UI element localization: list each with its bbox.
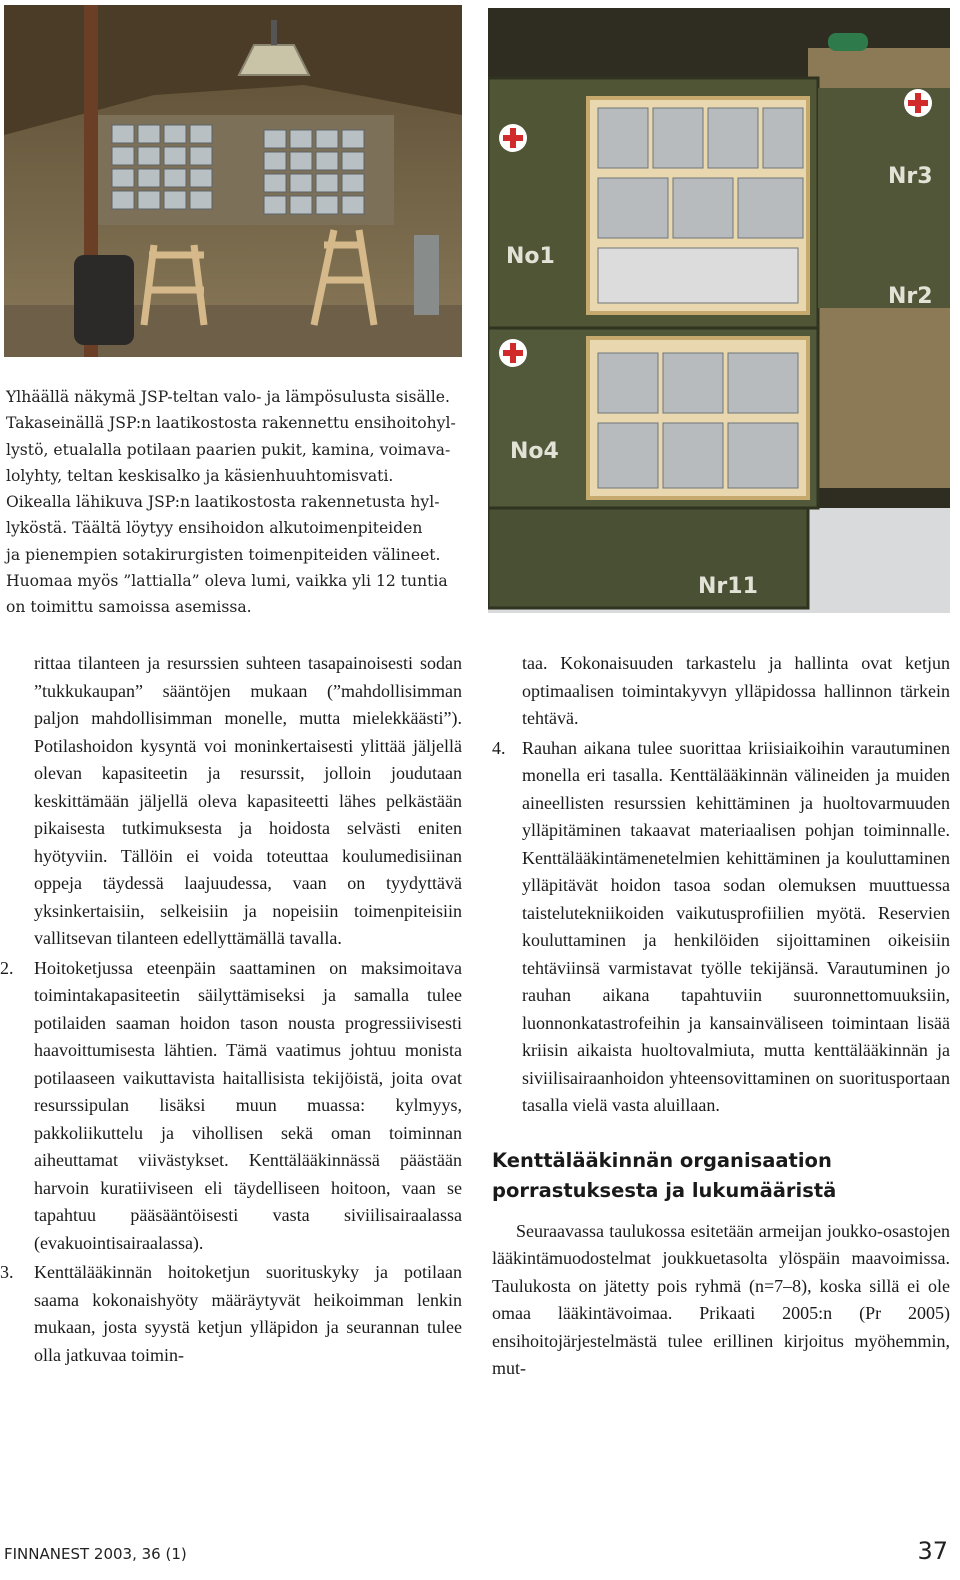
box-shelving-photo	[488, 8, 950, 613]
box-label-nr11: Nr11	[698, 574, 758, 599]
continued-paragraph: rittaa tilanteen ja resurssien suhteen tasapainoisesti sodan ”tukkukaupan” sääntöjen mukaan (”mahdollisimman paljon mahdollisimman monelle, mutta mielekkäästi”). Potilashoidon kysyntä voi moninkertaisesti ylittää jäljellä olevan kapasiteetin ja resurssit, jolloin joudutaan keskittämään jäljellä oleva kapasiteetti lähes pelkästään pikaisesta tutkimuksesta ja hoidosta selvästi eniten hyötyviin. Tällöin ei voida toteuttaa koulumedisiinan oppeja täydessä laajuudessa, vaan on tyydyttävä yksinkertaisiin, selkeisiin ja nopeisiin toimenpiteisiin vallitsevan tilanteen edellyttämällä tavalla.	[34, 653, 462, 948]
right-text-column	[492, 650, 950, 1383]
caption-line: on toimittu samoissa asemissa.	[6, 598, 252, 617]
list-number: 2.	[0, 957, 14, 978]
tent-interior-illustration	[4, 5, 462, 357]
caption-line: Takaseinällä JSP:n laatikostosta rakennettu ensihoitohyl-	[6, 414, 456, 433]
caption-line: ja pienempien sotakirurgisten toimenpiteiden välineet.	[6, 545, 441, 564]
caption-line: Ylhäällä näkymä JSP-teltan valo- ja lämpösulusta sisälle.	[6, 388, 450, 406]
list-item-text: Rauhan aikana tulee suorittaa kriisiaikoihin varautuminen monella eri tasalla. Kenttälääkinnän välineiden ja muiden aineellisten resurssien kehittäminen ja huoltovarmuuden ylläpitäminen takaavat materiaalisen pohjan toiminnalle. Kenttälääkintämenetelmien kehittäminen ja kouluttaminen ylläpitävät hoidon tasoa sodan olemuksen muuttuessa taistelutekniikoiden vaikutusprofiilien myötä. Reservien kouluttaminen ja henkilöiden sijoittaminen oikeisiin tehtäviinsä varmistavat työlle tekijänsä. Varautuminen jo rauhan aikana tapahtuviin suuronnettomuuksiin, luonnonkatastrofeihin ja kansainväliseen toimintaan lisää kriisin aikaista huoltovalmiuta, mutta kenttälääkinnän ja siviilisairaanhoidon yhteensovittaminen on suoritusportaan tasalla vielä vasta aluillaan.	[522, 737, 950, 1115]
caption-line: lolyhty, teltan keskisalko ja käsienhuuhtomisvati.	[6, 466, 394, 485]
box-label-no4: No4	[510, 439, 559, 464]
list-item-text: Kenttälääkinnän hoitoketjun suorituskyky ja potilaan saama kokonaishyöty määräytyvät heikoimman lenkin mukaan, josta syystä ketjun ylläpidon ja seurannan tulee olla jatkuvaa toimin-	[34, 1262, 462, 1365]
caption-line: Huomaa myös ”lattialla” oleva lumi, vaikka yli 12 tuntia	[6, 572, 448, 591]
page-number: 37	[917, 1537, 948, 1565]
box-label-no1: No1	[506, 244, 555, 269]
list-item-2	[0, 955, 462, 1258]
list-item-4	[492, 735, 950, 1120]
box-label-nr2: Nr2	[888, 284, 933, 309]
continued-list-text: taa. Kokonaisuuden tarkastelu ja hallinta ovat ketjun optimaalisen toimintakyvyn ylläpidossa hallinnon tärkein tehtävä.	[522, 653, 950, 728]
list-number: 3.	[0, 1262, 14, 1282]
photo-caption	[6, 384, 461, 621]
box-label-nr3: Nr3	[888, 164, 933, 189]
tent-interior-photo	[4, 5, 462, 357]
caption-line: lyköstä. Täältä löytyy ensihoidon alkutoimenpiteiden	[6, 519, 423, 538]
list-item-3	[0, 1259, 462, 1369]
list-item-text: Hoitoketjussa eteenpäin saattaminen on maksimoitava toimintakapasiteetin säilyttämiseksi ja samalla tulee potilaiden saaman hoidon tason nousta progressiivisesti haavoittumisesta lähtien. Tämä vaatimus johtuu monista potilaaseen vaikuttavista haitallisista tekijöistä, joita ovat resurssipulan lisäksi muun muassa: kylmyys, pakkoliikuttelu ja vihollisen sekä oman toiminnan aiheuttamat viivästykset. Kenttälääkinnässä päästään harvoin kuratiiviseen eli täydelliseen hoitoon, vaan se tapahtuu pääsääntöisesti vasta siviilisairaalassa (evakuointisairaalassa).	[34, 957, 462, 1253]
section-paragraph: Seuraavassa taulukossa esitetään armeijan joukko-osastojen lääkintämuodostelmat joukkuetasolta ylöspäin maavoimissa. Taulukosta on jätetty pois ryhmä (n=7–8), koska sillä ei ole omaa lääkintävoimaa. Prikaati 2005:n (Pr 2005) ensihoitojärjestelmästä tulee erillinen kirjoitus myöhemmin, mut-	[492, 1220, 950, 1378]
journal-footer: FINNANEST 2003, 36 (1)	[4, 1545, 187, 1563]
caption-line: lystö, etualalla potilaan paarien pukit, kamina, voimava-	[6, 440, 451, 459]
list-number: 4.	[492, 737, 506, 758]
section-heading: Kenttälääkinnän organisaation porrastuksesta ja lukumääristä	[492, 1148, 837, 1202]
left-text-column	[0, 650, 462, 1369]
box-shelving-illustration	[488, 8, 950, 613]
caption-line: Oikealla lähikuva JSP:n laatikostosta rakennetusta hyl-	[6, 493, 440, 512]
